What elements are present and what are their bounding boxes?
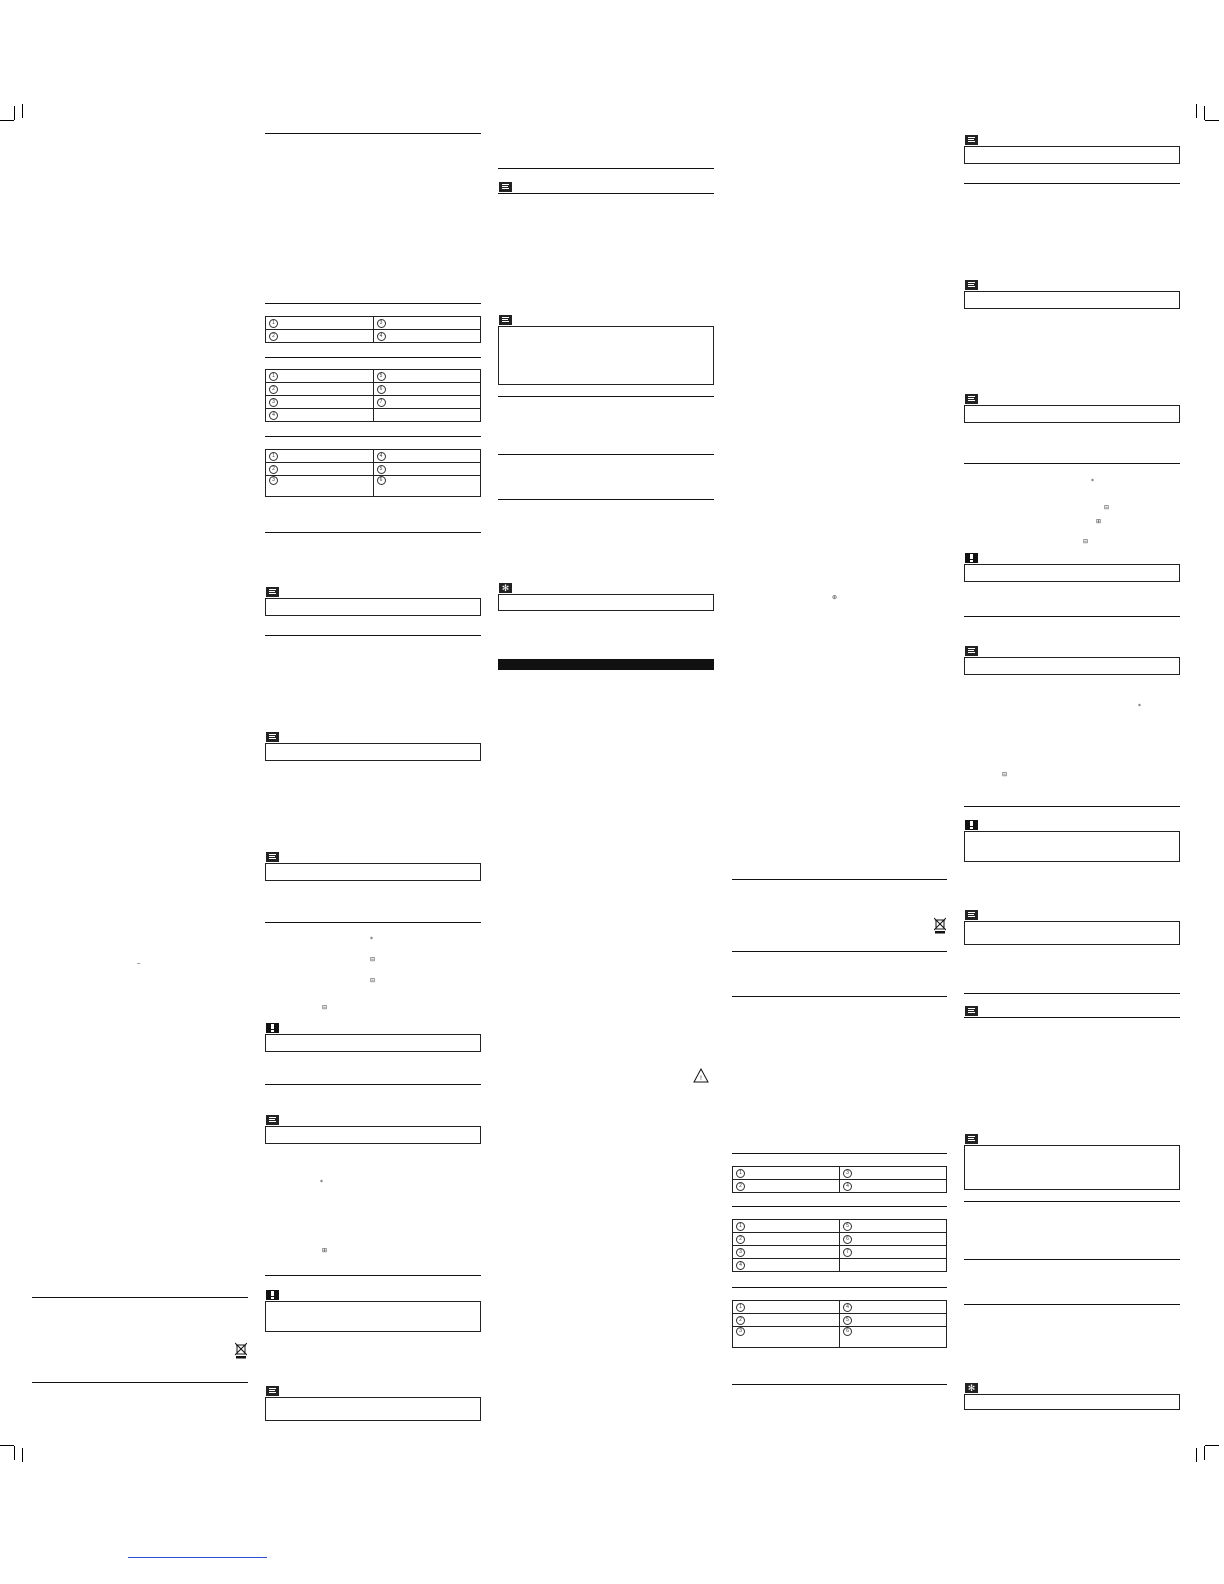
note-icon (965, 1006, 978, 1016)
index-marker: 1 (736, 1169, 745, 1178)
note-box (265, 1397, 481, 1421)
note-icon (965, 135, 978, 145)
parts-index-table (265, 449, 481, 497)
index-marker: 5 (377, 372, 386, 381)
table-row (733, 1246, 947, 1259)
warning-icon (965, 820, 978, 830)
section-divider (964, 183, 1180, 184)
index-marker: 2 (269, 332, 278, 341)
table-row (266, 383, 481, 396)
button-symbol-icon: ⊟ (1002, 772, 1008, 778)
section-divider (732, 951, 947, 952)
section-divider (265, 133, 481, 134)
warning-box (265, 1034, 481, 1052)
table-row (266, 330, 481, 343)
index-marker: 1 (269, 372, 278, 381)
parts-index-table (732, 1300, 947, 1348)
section-divider (732, 1153, 947, 1154)
section-divider (964, 1201, 1180, 1202)
table-row (733, 1180, 947, 1193)
section-divider (964, 616, 1180, 617)
parts-index-table (265, 369, 481, 422)
parts-index-table (732, 1219, 947, 1272)
button-symbol-icon: ⁎ (320, 1178, 323, 1184)
warning-box (964, 831, 1180, 862)
button-symbol-icon: ⊟ (1104, 505, 1110, 511)
note-icon (965, 1134, 978, 1144)
button-symbol-icon: ⊛ (832, 595, 838, 601)
section-divider (265, 1084, 481, 1085)
index-marker: 2 (736, 1316, 745, 1325)
index-marker: 1 (736, 1222, 745, 1231)
note-box (964, 291, 1180, 309)
table-row (266, 317, 481, 330)
index-marker: 3 (269, 476, 278, 485)
note-icon (266, 1386, 279, 1396)
index-marker: 6 (843, 1327, 852, 1336)
note-icon (965, 394, 978, 404)
section-divider (732, 1287, 947, 1288)
tip-box (964, 1394, 1180, 1410)
section-divider (265, 303, 481, 304)
note-rule (498, 193, 714, 194)
index-marker: 5 (843, 1316, 852, 1325)
note-box (964, 405, 1180, 423)
index-marker: 4 (736, 1261, 745, 1270)
index-marker: 3 (377, 319, 386, 328)
warning-icon (965, 553, 978, 563)
table-row (266, 370, 481, 383)
index-marker: 2 (269, 465, 278, 474)
index-marker: 3 (736, 1248, 745, 1257)
index-marker: 4 (269, 411, 278, 420)
table-row (733, 1327, 947, 1348)
note-icon (965, 280, 978, 290)
dash-mark: – (137, 961, 141, 967)
note-box (964, 1145, 1180, 1190)
table-row (266, 409, 481, 422)
warning-icon (266, 1290, 279, 1300)
index-marker: 6 (377, 476, 386, 485)
button-symbol-icon: ⊞ (322, 1248, 328, 1254)
index-marker: 7 (843, 1248, 852, 1257)
note-box (964, 146, 1180, 164)
section-divider (964, 1304, 1180, 1305)
note-icon (266, 1115, 279, 1125)
table-row (266, 396, 481, 409)
table-row (733, 1259, 947, 1272)
index-marker: 1 (736, 1303, 745, 1312)
index-marker: 6 (843, 1235, 852, 1244)
button-symbol-icon: ⊟ (370, 957, 376, 963)
button-symbol-icon: ⊟ (370, 978, 376, 984)
section-divider (498, 396, 714, 397)
index-marker: 4 (377, 452, 386, 461)
button-symbol-icon: ⁎ (370, 935, 373, 941)
button-symbol-icon: ⊟ (1083, 539, 1089, 545)
button-symbol-icon: ⊟ (322, 1005, 328, 1011)
section-divider (498, 168, 714, 169)
note-icon (266, 732, 279, 742)
warning-icon (266, 1023, 279, 1033)
table-row (733, 1167, 947, 1180)
parts-index-table (732, 1166, 947, 1193)
button-symbol-icon: ⁎ (1138, 702, 1141, 708)
note-icon (965, 910, 978, 920)
svg-text:!: ! (700, 1076, 702, 1082)
tip-box (498, 594, 714, 611)
note-box (265, 1126, 481, 1144)
note-box (265, 598, 481, 616)
tip-icon: ✻ (499, 583, 512, 593)
section-divider (732, 1384, 947, 1385)
section-divider (964, 1259, 1180, 1260)
section-divider (732, 996, 947, 997)
table-row (733, 1220, 947, 1233)
section-divider (732, 1206, 947, 1207)
section-divider (265, 436, 481, 437)
table-row (266, 476, 481, 497)
index-marker: 4 (843, 1182, 852, 1191)
note-icon (266, 587, 279, 597)
index-marker: 3 (736, 1327, 745, 1336)
table-row (266, 450, 481, 463)
section-divider (732, 879, 947, 880)
index-marker: 3 (843, 1169, 852, 1178)
warning-box (265, 1301, 481, 1332)
language-section-bar (498, 659, 714, 670)
note-icon (266, 852, 279, 862)
table-row (733, 1301, 947, 1314)
button-symbol-icon: ⊞ (1096, 519, 1102, 525)
parts-index-table (265, 316, 481, 343)
index-marker: 4 (843, 1303, 852, 1312)
section-divider (498, 499, 714, 500)
table-row (733, 1314, 947, 1327)
section-divider (32, 1297, 248, 1298)
warning-box (964, 564, 1180, 582)
index-marker: 1 (269, 452, 278, 461)
section-divider (265, 357, 481, 358)
note-box (964, 921, 1180, 945)
note-box (498, 326, 714, 385)
note-icon (965, 646, 978, 656)
index-marker: 2 (269, 385, 278, 394)
tip-icon: ✻ (965, 1383, 978, 1393)
footer-link-underline[interactable] (128, 1557, 267, 1558)
note-box (265, 743, 481, 761)
section-divider (265, 532, 481, 533)
section-divider (265, 1275, 481, 1276)
section-divider (265, 922, 481, 923)
section-divider (964, 463, 1180, 464)
table-row (266, 463, 481, 476)
section-divider (32, 1382, 248, 1383)
note-icon (499, 315, 512, 325)
index-marker: 6 (377, 385, 386, 394)
section-divider (964, 806, 1180, 807)
section-divider (964, 993, 1180, 994)
section-divider (265, 635, 481, 636)
note-rule (964, 1017, 1180, 1018)
note-box (964, 657, 1180, 675)
index-marker: 7 (377, 398, 386, 407)
index-marker: 4 (377, 332, 386, 341)
weee-bin-icon (934, 917, 946, 934)
section-divider (498, 454, 714, 455)
note-box (265, 863, 481, 881)
table-row (733, 1233, 947, 1246)
button-symbol-icon: ⁎ (1091, 477, 1094, 483)
index-marker: 3 (269, 398, 278, 407)
index-marker: 2 (736, 1235, 745, 1244)
index-marker: 5 (377, 465, 386, 474)
index-marker: 5 (843, 1222, 852, 1231)
hazard-triangle-icon (693, 1068, 709, 1083)
index-marker: 2 (736, 1182, 745, 1191)
weee-bin-icon (235, 1342, 247, 1359)
index-marker: 1 (269, 319, 278, 328)
note-icon (499, 182, 512, 192)
